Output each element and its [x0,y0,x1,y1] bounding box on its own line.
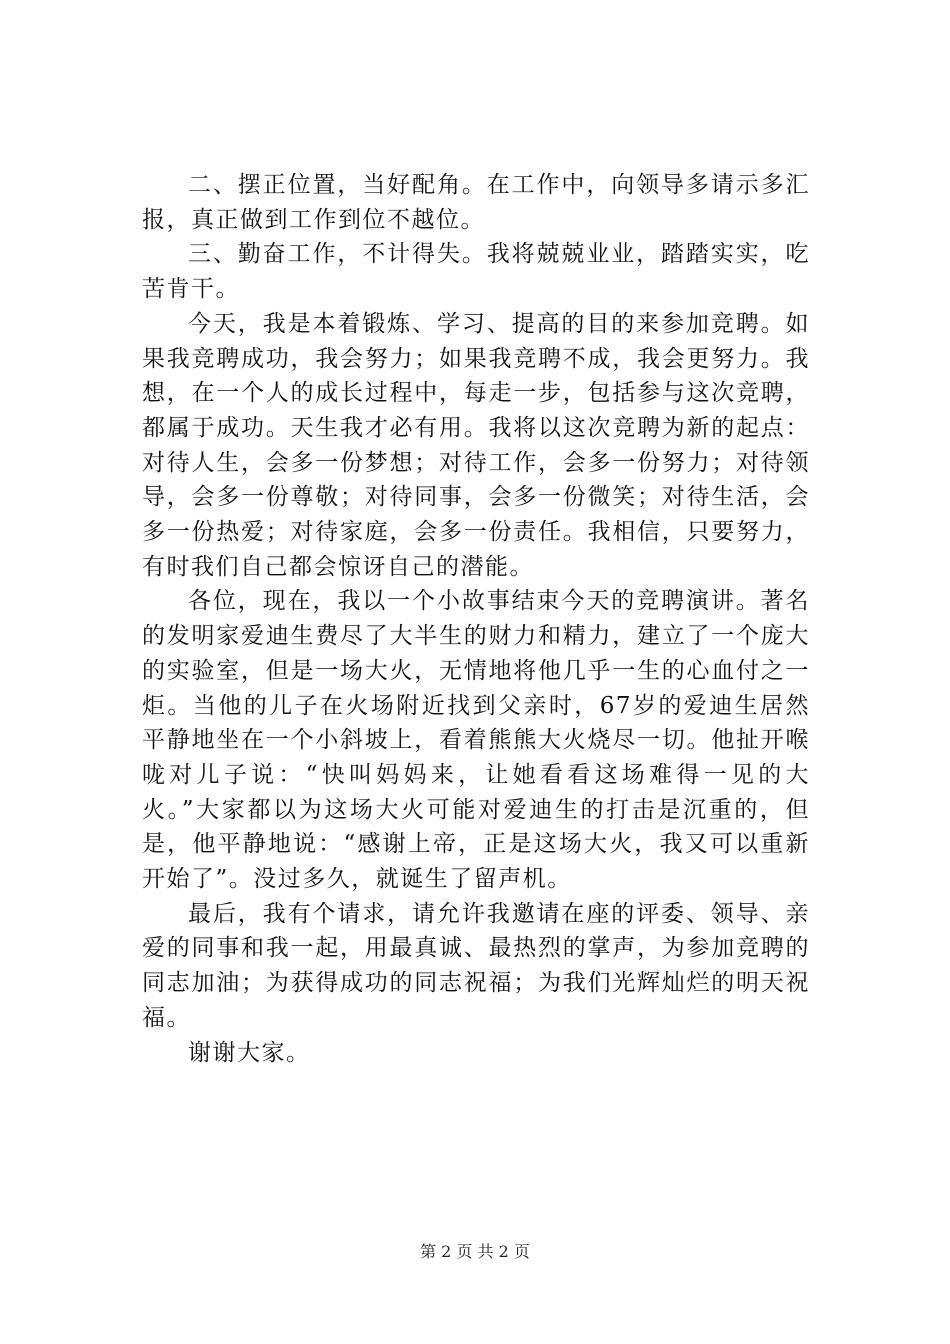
page-number-footer: 第 2 页 共 2 页 [420,1242,530,1261]
paragraph-position: 二、摆正位置，当好配角。在工作中，向领导多请示多汇报，真正做到工作到位不越位。 [142,172,810,233]
paragraph-diligence: 三、勤奋工作，不计得失。我将兢兢业业，踏踏实实，吃苦肯干。 [142,241,810,303]
document-body [142,168,810,1070]
paragraph-today: 今天，我是本着锻炼、学习、提高的目的来参加竞聘。如果我竞聘成功，我会努力；如果我竞聘不成，我会更努力。我想，在一个人的成长过程中，每走一步，包括参与这次竞聘，都属于成功。天生我才必有用。我将以这次竞聘为新的起点：对待人生，会多一份梦想；对待工作，会多一份努力；对待领导，会多一份尊敬；对待同事，会多一份微笑；对待生活，会多一份热爱；对待家庭，会多一份责任。我相信，只要努力，有时我们自己都会惊讶自己的潜能。 [142,310,810,580]
paragraph-edison-story: 各位，现在，我以一个小故事结束今天的竞聘演讲。著名的发明家爱迪生费尽了大半生的财力和精力，建立了一个庞大的实验室，但是一场大火，无情地将他几乎一生的心血付之一炬。当他的儿子在火场附近找到父亲时，67岁的爱迪生居然平静地坐在一个小斜坡上，看着熊熊大火烧尽一切。他扯开喉咙对儿子说：“快叫妈妈来，让她看看这场难得一见的大火。”大家都以为这场大火可能对爱迪生的打击是沉重的，但是，他平静地说：“感谢上帝，正是这场大火，我又可以重新开始了”。没过多久，就诞生了留声机。 [142,588,810,893]
paragraph-thanks: 谢谢大家。 [188,1039,311,1066]
paragraph-request: 最后，我有个请求，请允许我邀请在座的评委、领导、亲爱的同事和我一起，用最真诚、最热烈的掌声，为参加竞聘的同志加油；为获得成功的同志祝福；为我们光辉灿烂的明天祝福。 [142,900,810,1031]
